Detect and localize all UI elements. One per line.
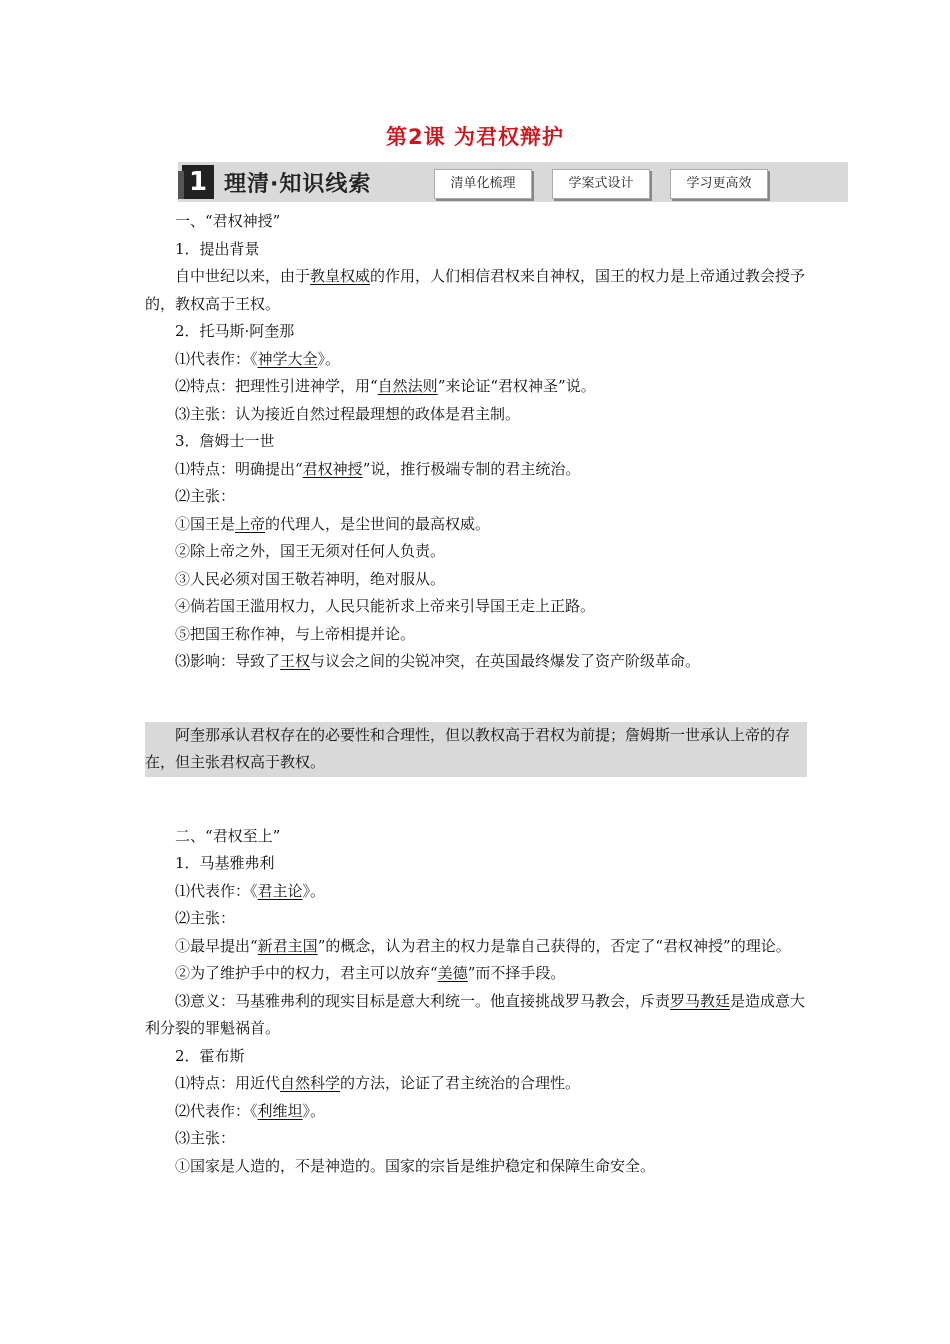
list-item: ⑤把国王称作神，与上帝相提并论。 [175,624,416,643]
list-item: ⑵代表作：《利维坦》。 [175,1101,326,1120]
list-item: ⑴特点：明确提出“君权神授”说，推行极端专制的君主统治。 [175,459,581,478]
list-item: ②为了维护手中的权力，君主可以放弃“美德”而不择手段。 [175,964,566,982]
subsection-title: 1．马基雅弗利 [175,854,275,872]
list-item: ③人民必须对国王敬若神明，绝对服从。 [175,569,446,588]
list-item: ①国家是人造的，不是神造的。国家的宗旨是维护稳定和保障生命安全。 [175,1156,656,1175]
spacer [145,777,807,823]
list-item: ⑶影响：导致了王权与议会之间的尖锐冲突，在英国最终爆发了资产阶级革命。 [175,652,701,670]
subsection-title: 2．霍布斯 [175,1046,245,1065]
document-body [145,208,807,1180]
list-item: ⑴代表作：《君主论》。 [175,881,326,900]
list-item: ⑶意义：马基雅弗利的现实目标是意大利统一。他直接挑战罗马教会，斥责罗马教廷是造成意大利分裂的罪魁祸首。 [145,991,806,1037]
list-item: ①最早提出“新君主国”的概念，认为君主的权力是靠自己获得的，否定了“君权神授”的理论。 [175,936,791,955]
paragraph: 自中世纪以来，由于教皇权威的作用，人们相信君权来自神权，国王的权力是上帝通过教会授予的，教权高于王权。 [145,267,806,313]
subsection-title: 2．托马斯·阿奎那 [175,322,295,340]
list-item: ⑶主张： [175,1129,236,1147]
section-heading: 一、“君权神授” [175,212,281,230]
spacer [145,676,807,722]
efficient-study-button[interactable]: 学习更高效 [670,169,768,199]
list-item: ⑴特点：用近代自然科学的方法，论证了君主统治的合理性。 [175,1074,581,1092]
list-item: ②除上帝之外，国王无须对任何人负责。 [175,542,446,560]
list-item: ⑴代表作：《神学大全》。 [175,349,341,368]
list-item: ⑶主张：认为接近自然过程最理想的政体是君主制。 [175,404,521,423]
note-box: 阿奎那承认君权存在的必要性和合理性，但以教权高于君权为前提；詹姆斯一世承认上帝的存在，但主张君权高于教权。 [145,722,807,777]
list-item: ④倘若国王滥用权力，人民只能祈求上帝来引导国王走上正路。 [175,597,596,615]
subsection-title: 3．詹姆士一世 [175,432,275,450]
list-item: ⑵主张： [175,909,236,927]
list-item: ⑵主张： [175,487,236,505]
section-number-badge: 1 [182,165,214,199]
section-heading: 二、“君权至上” [175,826,281,845]
study-plan-button[interactable]: 学案式设计 [552,169,650,199]
list-item: ①国王是上帝的代理人，是尘世间的最高权威。 [175,514,491,533]
section-banner [178,162,848,202]
banner-heading: 理清·知识线索 [224,172,372,197]
subsection-title: 1．提出背景 [175,239,260,258]
page-title: 第2课 为君权辩护 [386,125,564,149]
list-item: ⑵特点：把理性引进神学，用“自然法则”来论证“君权神圣”说。 [175,377,596,395]
checklist-button[interactable]: 清单化梳理 [434,169,532,199]
